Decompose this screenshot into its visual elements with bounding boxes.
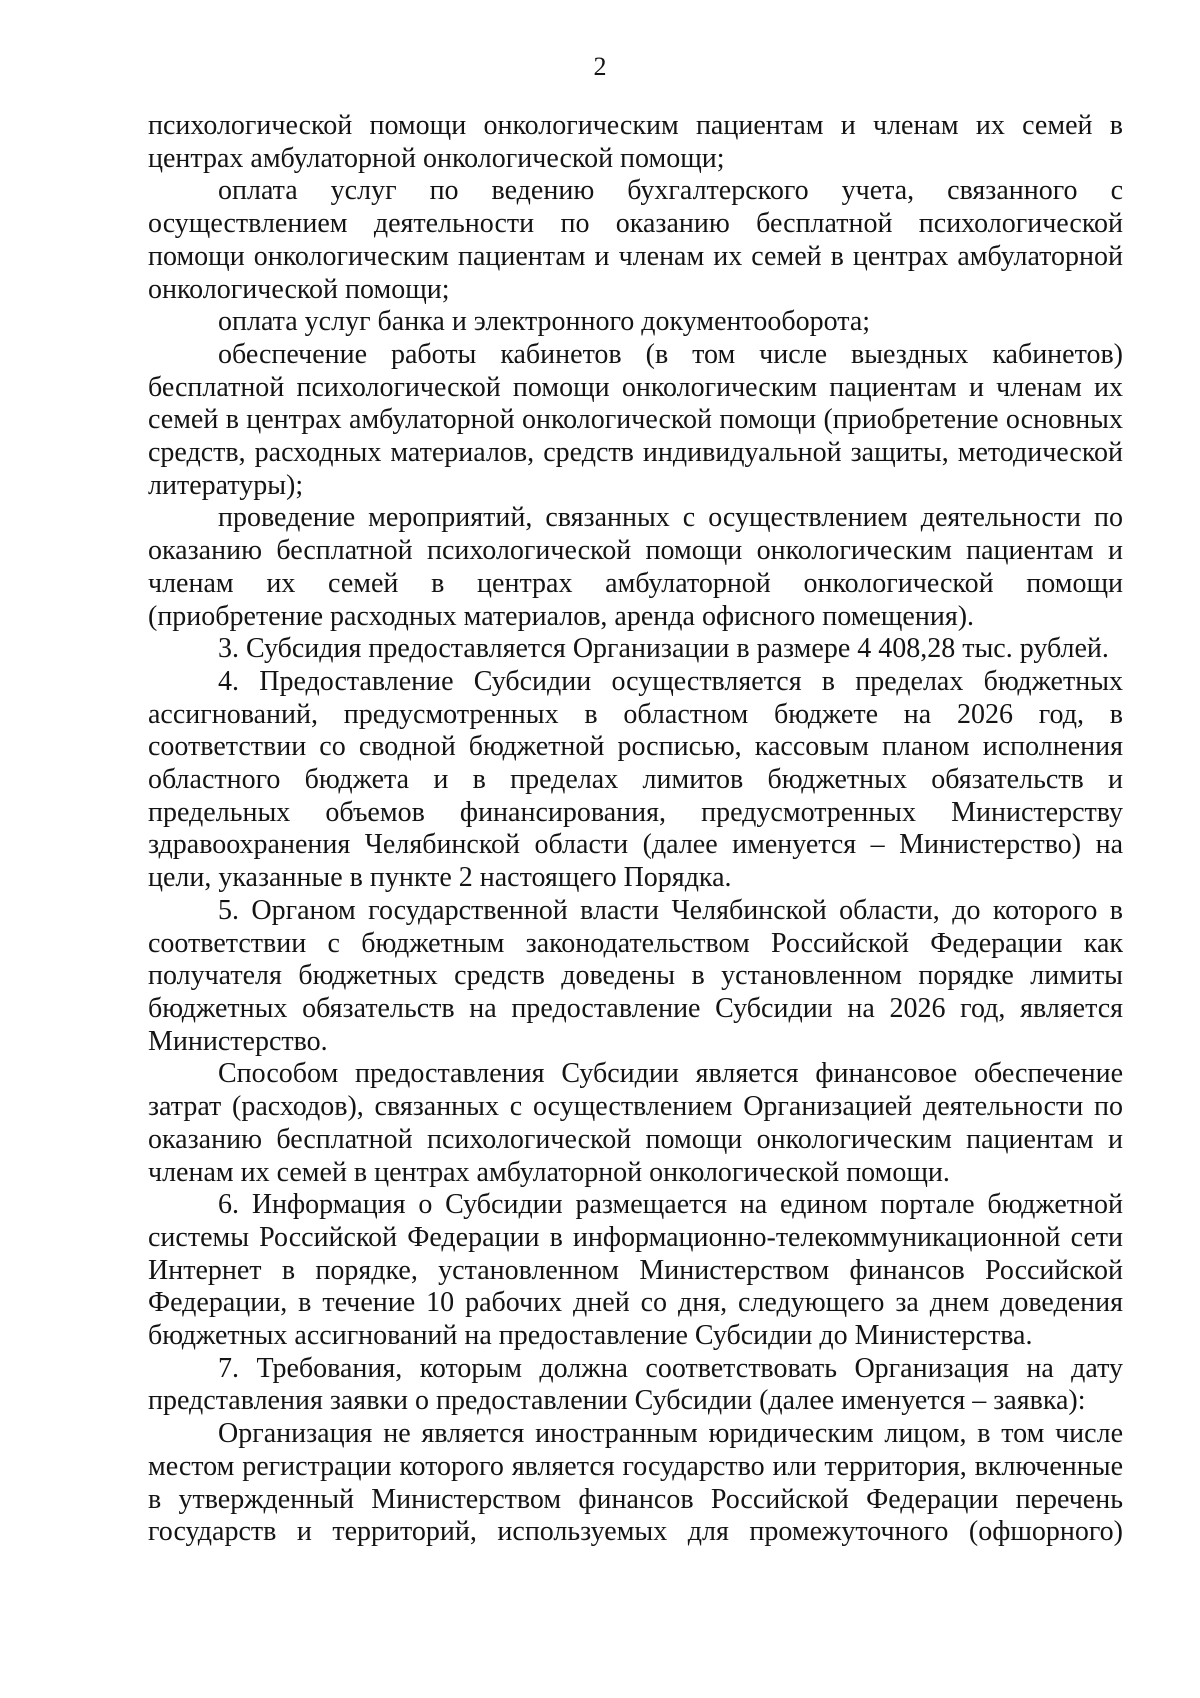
paragraph-bank-services: оплата услуг банка и электронного документооборота; [218,306,871,338]
paragraph-item-5-authority: 5. Органом государственной власти Челябинской области, до которого в соответствии с бюджетным законодательством Российской Федерации как получателя бюджетных средств доведены в установленном порядке лимиты бюджетных обязательств на предоставление Субсидии на 2026 год, является Министерство. [148,894,1123,1057]
paragraph-not-foreign-entity: Организация не является иностранным юридическим лицом, в том числе местом регистрации которого является государство или территория, включенные в утвержденный Министерством финансов Российской Федерации перечень государств и территорий, используемых для промежуточного (офшорного) [148,1418,1123,1548]
paragraph-events: проведение мероприятий, связанных с осуществлением деятельности по оказанию бесплатной психологической помощи онкологическим пациентам и членам их семей в центрах амбулаторной онкологической помощи (приобретение расходных материалов, аренда офисного помещения). [148,502,1123,632]
paragraph-item-3-subsidy-amount: 3. Субсидия предоставляется Организации в размере 4 408,28 тыс. рублей. [218,633,1109,665]
paragraph-item-4-budget: 4. Предоставление Субсидии осуществляется в пределах бюджетных ассигнований, предусмотренных в областном бюджете на 2026 год, в соответствии со сводной бюджетной росписью, кассовым планом исполнения областного бюджета и в пределах лимитов бюджетных обязательств и предельных объемов финансирования, предусмотренных Министерству здравоохранения Челябинской области (далее именуется – Министерство) на цели, указанные в пункте 2 настоящего Порядка. [148,665,1123,894]
paragraph-item-7-requirements: 7. Требования, которым должна соответствовать Организация на дату представления заявки о предоставлении Субсидии (далее именуется – заявка): [148,1352,1123,1417]
paragraph-item-6-information: 6. Информация о Субсидии размещается на едином портале бюджетной системы Российской Федерации в информационно-телекоммуникационной сети Интернет в порядке, установленном Министерством финансов Российской Федерации, в течение 10 рабочих дней со дня, следующего за днем доведения бюджетных ассигнований на предоставление Субсидии до Министерства. [148,1189,1123,1352]
paragraph-accounting-services: оплата услуг по ведению бухгалтерского учета, связанного с осуществлением деятельности по оказанию бесплатной психологической помощи онкологическим пациентам и членам их семей в центрах амбулаторной онкологической помощи; [148,175,1123,305]
document-body [148,110,1123,1549]
paragraph-office-equipment: обеспечение работы кабинетов (в том числе выездных кабинетов) бесплатной психологической помощи онкологическим пациентам и членам их семей в центрах амбулаторной онкологической помощи (приобретение основных средств, расходных материалов, средств индивидуальной защиты, методической литературы); [148,338,1123,501]
paragraph-subsidy-method: Способом предоставления Субсидии является финансовое обеспечение затрат (расходов), связанных с осуществлением Организацией деятельности по оказанию бесплатной психологической помощи онкологическим пациентам и членам их семей в центрах амбулаторной онкологической помощи. [148,1058,1123,1188]
page-number: 2 [593,52,607,81]
paragraph-continuation: психологической помощи онкологическим пациентам и членам их семей в центрах амбулаторной онкологической помощи; [148,110,1123,174]
